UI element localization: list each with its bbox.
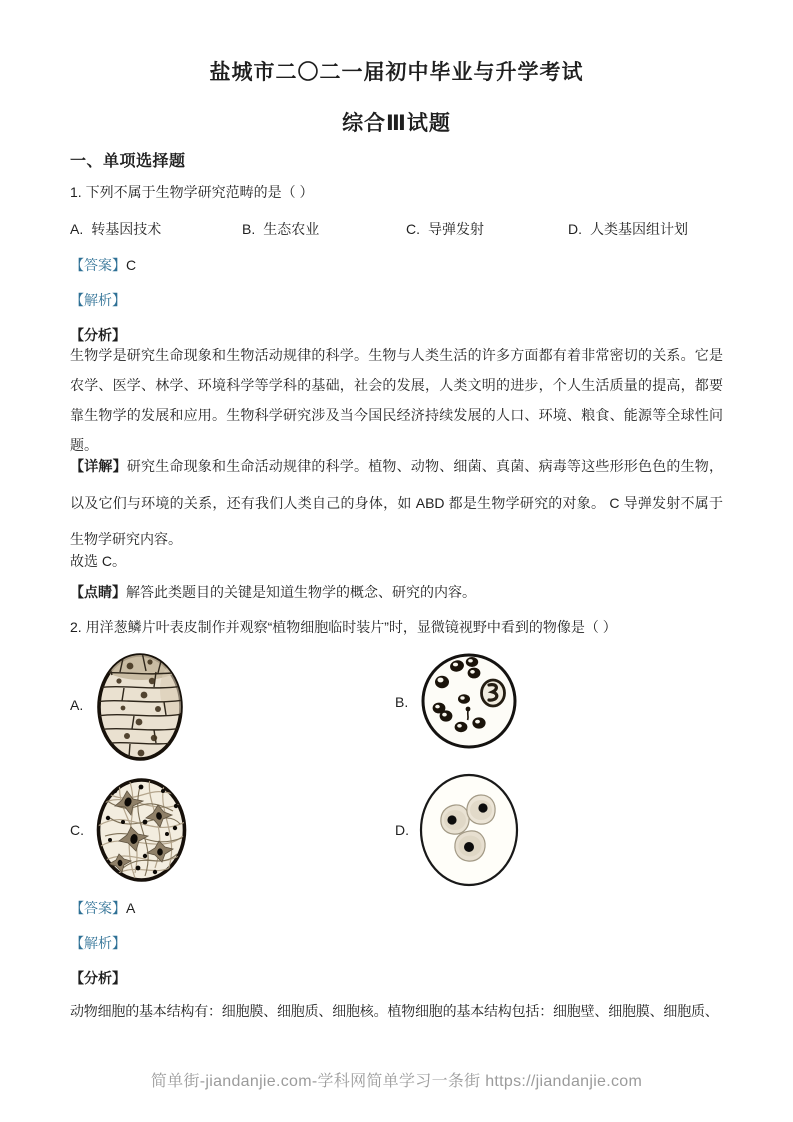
- q1-options: [70, 218, 723, 240]
- q1-answer-line: [70, 254, 723, 276]
- three-round-cells-micrograph-icon: [417, 771, 521, 889]
- q2-option-b-key: B.: [395, 694, 409, 710]
- section-heading: 一、单项选择题: [70, 153, 186, 170]
- q1-answer-value: C: [126, 257, 137, 273]
- q1-option-d-key: D.: [568, 221, 582, 237]
- analysis-label: 【分析】: [70, 327, 126, 343]
- q1-detail-paragraph: [70, 448, 723, 558]
- explanation-label: 【解析】: [70, 292, 126, 308]
- q1-conclusion: 故选 C。: [70, 553, 126, 569]
- q2-answer-value: A: [126, 900, 136, 916]
- q2-analysis-heading: [70, 967, 723, 989]
- q1-option-c-text: 导弹发射: [428, 221, 484, 237]
- q2-stem: 2. 用洋葱鳞片叶表皮制作并观察“植物细胞临时装片”时，显微镜视野中看到的物像是（ ）: [70, 619, 617, 635]
- q1-option-b-text: 生态农业: [263, 221, 320, 237]
- q2-option-d-key: D.: [395, 822, 409, 838]
- q1-tip-line: [70, 581, 723, 603]
- q1-tip-text: 解答此类题目的关键是知道生物学的概念、研究的内容。: [126, 584, 476, 600]
- footer-watermark: 简单街-jiandanjie.com-学科网简单学习一条街 https://jiandanjie.com: [150, 1073, 643, 1090]
- explanation-label-q2: 【解析】: [70, 935, 126, 951]
- stained-blood-cells-micrograph-icon: [420, 648, 518, 756]
- q1-analysis-paragraph: 生物学是研究生命现象和生物活动规律的科学。生物与人类生活的许多方面都有着非常密切的关系。它是农学、医学、林学、环境科学等学科的基础，社会的发展，人类文明的进步，个人生活质量的提高，都要靠生物学的发展和应用。生物科学研究涉及当今国民经济持续发展的人口、环境、粮食、能源等全球性问题。: [70, 347, 723, 453]
- q2-analysis-paragraph: 动物细胞的基本结构有：细胞膜、细胞质、细胞核。植物细胞的基本结构包括：细胞壁、细胞膜、细胞质、: [70, 1003, 719, 1019]
- q1-option-d-text: 人类基因组计划: [590, 221, 688, 237]
- analysis-label-q2: 【分析】: [70, 970, 126, 986]
- detail-label: 【详解】: [70, 458, 127, 474]
- tip-label: 【点睛】: [70, 584, 126, 600]
- q1-option-d: [568, 218, 688, 240]
- answer-label: 【答案】: [70, 257, 126, 273]
- q1-option-b: [242, 218, 406, 240]
- q2-option-c-key: C.: [70, 822, 84, 838]
- onion-epidermis-cells-micrograph-icon: [94, 650, 186, 764]
- q2-answer-line: [70, 897, 723, 919]
- q1-option-a: [70, 218, 242, 240]
- q1-option-c: [406, 218, 568, 240]
- answer-label-q2: 【答案】: [70, 900, 126, 916]
- q1-detail-text: 研究生命现象和生命活动规律的科学。植物、动物、细菌、真菌、病毒等这些形形色色的生物，以及它们与环境的关系，还有我们人类自己的身体，如 ABD 都是生物学研究的对象。 C 导弹发射不属于生物学研究内容。: [70, 458, 724, 547]
- q1-option-b-key: B.: [242, 221, 256, 237]
- page-subtitle: 综合Ⅲ试题: [342, 112, 451, 135]
- q2-option-a-key: A.: [70, 697, 84, 713]
- page-title: 盐城市二〇二一届初中毕业与升学考试: [209, 61, 584, 84]
- q1-option-c-key: C.: [406, 221, 420, 237]
- q1-option-a-key: A.: [70, 221, 84, 237]
- q1-option-a-text: 转基因技术: [91, 221, 162, 237]
- q1-explanation-line: [70, 289, 723, 311]
- fibrous-nerve-tissue-micrograph-icon: [95, 776, 188, 884]
- q1-stem: 1. 下列不属于生物学研究范畴的是（ ）: [70, 184, 314, 200]
- q2-explanation-line: [70, 932, 723, 954]
